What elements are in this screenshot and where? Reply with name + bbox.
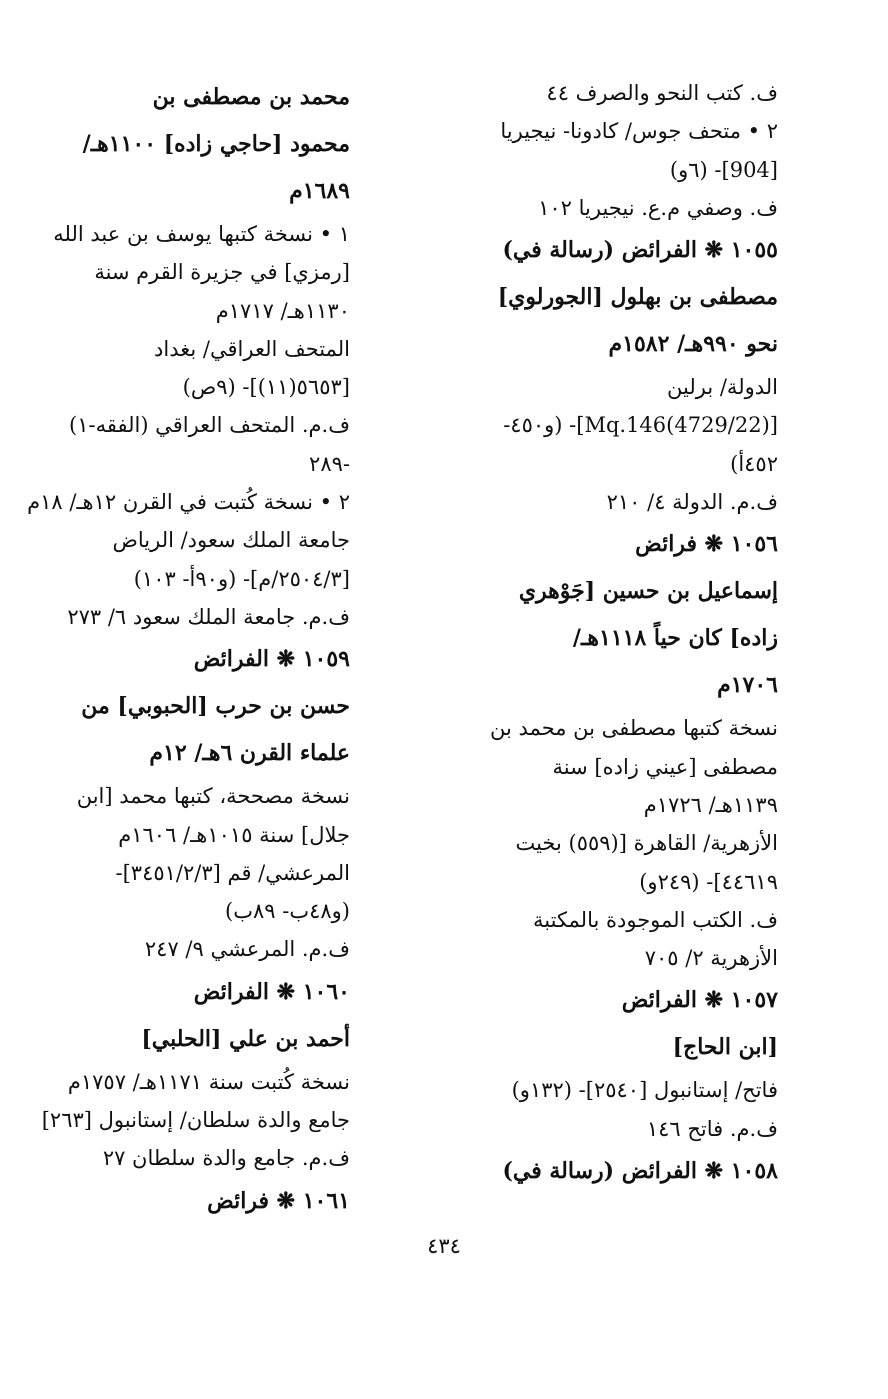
page-number: ٤٣٤ bbox=[427, 1234, 461, 1258]
text-line: -٢٨٩ bbox=[309, 451, 350, 476]
right-column bbox=[438, 74, 778, 1195]
text-line: ٤٤٦١٩]- (٢٤٩و) bbox=[639, 869, 778, 894]
entry-heading-line: ١٦٨٩م bbox=[289, 178, 350, 204]
entry-heading-line: حسن بن حرب [الحبوبي] من bbox=[81, 693, 350, 720]
entry-heading-line: ١٠٥٥ ❋ الفرائض (رسالة في) bbox=[502, 237, 778, 264]
text-line: ٢ • نسخة كُتبت في القرن ١٢هـ/ ١٨م bbox=[27, 490, 350, 515]
text-line: ١ • نسخة كتبها يوسف بن عبد الله bbox=[53, 222, 350, 246]
text-line: نسخة مصححة، كتبها محمد [ابن bbox=[76, 784, 350, 809]
entry-heading-line: ١٠٦٠ ❋ الفرائض bbox=[193, 978, 350, 1005]
text-line: ف. الكتب الموجودة بالمكتبة bbox=[533, 907, 778, 932]
text-line: [٥٦٥٣(١١)]- (٩ص) bbox=[182, 375, 350, 400]
entry-heading-line: ١٠٥٩ ❋ الفرائض bbox=[193, 646, 350, 673]
entry-heading-line: [ابن الحاج] bbox=[672, 1034, 778, 1061]
entry-heading-line: محمود [حاجي زاده] ١١٠٠هـ/ bbox=[82, 131, 350, 157]
entry-heading-line: ١٠٥٨ ❋ الفرائض (رسالة في) bbox=[502, 1158, 778, 1185]
text-line: ١١٣٩هـ/ ١٧٢٦م bbox=[643, 792, 778, 817]
text-line: المرعشي/ قم [٣٤٥١/٢/٣]- bbox=[115, 860, 350, 885]
text-line: (و٤٨ب- ٨٩ب) bbox=[225, 899, 350, 924]
text-line: الدولة/ برلين bbox=[667, 375, 778, 400]
text-line: ف.م. جامع والدة سلطان ٢٧ bbox=[102, 1146, 350, 1171]
text-line: جامع والدة سلطان/ إستانبول [٢٦٣] bbox=[41, 1108, 350, 1133]
text-line: فاتح/ إستانبول [٢٥٤٠]- (١٣٢و) bbox=[511, 1078, 778, 1103]
text-line: ف. وصفي م.ع. نيجيريا ١٠٢ bbox=[538, 195, 778, 220]
text-line: جامعة الملك سعود/ الرياض bbox=[112, 528, 350, 553]
text-line: ف.م. المتحف العراقي (الفقه-١) bbox=[69, 413, 350, 438]
entry-heading-line: مصطفى بن بهلول [الجورلوي] bbox=[497, 284, 778, 311]
text-line: نسخة كتبها مصطفى بن محمد بن bbox=[490, 716, 778, 741]
entry-heading-line: أحمد بن علي [الحلبي] bbox=[141, 1025, 350, 1052]
text-line: ف. كتب النحو والصرف ٤٤ bbox=[546, 81, 778, 105]
entry-heading-line: ١٧٠٦م bbox=[717, 672, 778, 699]
text-line: ف.م. جامعة الملك سعود ٦/ ٢٧٣ bbox=[67, 604, 350, 629]
entry-heading-line: إسماعيل بن حسين [جَوْهري bbox=[518, 578, 778, 605]
text-line: [(4729/22)Mq.146]- (و٤٥٠- bbox=[503, 413, 778, 438]
entry-heading-line: ١٠٥٧ ❋ الفرائض bbox=[621, 987, 778, 1014]
entry-heading-line: نحو ٩٩٠هـ/ ١٥٨٢م bbox=[608, 331, 778, 358]
text-line: الأزهرية ٢/ ٧٠٥ bbox=[644, 946, 778, 971]
text-line: جلال] سنة ١٠١٥هـ/ ١٦٠٦م bbox=[118, 822, 350, 847]
entry-heading-line: زاده] كان حياً ١١١٨هـ/ bbox=[572, 625, 778, 652]
text-line: الأزهرية/ القاهرة [(٥٥٩) بخيت bbox=[515, 831, 778, 856]
text-line: [رمزي] في جزيرة القرم سنة bbox=[94, 260, 350, 285]
text-line: [904]- (٦و) bbox=[669, 157, 778, 182]
text-line: ٤٥٢أ) bbox=[730, 451, 778, 476]
text-line: ٢ • متحف جوس/ كادونا- نيجيريا bbox=[500, 119, 778, 144]
text-line: ١١٣٠هـ/ ١٧١٧م bbox=[215, 298, 350, 323]
entry-heading-line: محمد بن مصطفى بن bbox=[152, 84, 350, 110]
entry-heading-line: ١٠٦١ ❋ فرائض bbox=[207, 1187, 350, 1214]
text-line: المتحف العراقي/ بغداد bbox=[154, 336, 350, 361]
text-line: ف.م. المرعشي ٩/ ٢٤٧ bbox=[144, 937, 350, 962]
entry-heading-line: علماء القرن ٦هـ/ ١٢م bbox=[149, 740, 350, 767]
left-column bbox=[27, 74, 350, 1225]
text-line: مصطفى [عيني زاده] سنة bbox=[552, 754, 778, 779]
text-line: [٢٥٠٤/٣/م]- (و٩٠أ- ١٠٣) bbox=[133, 566, 350, 591]
text-line: ف.م. فاتح ١٤٦ bbox=[646, 1116, 778, 1141]
text-line: ف.م. الدولة ٤/ ٢١٠ bbox=[606, 490, 778, 515]
text-line: نسخة كُتبت سنة ١١٧١هـ/ ١٧٥٧م bbox=[67, 1069, 350, 1094]
entry-heading-line: ١٠٥٦ ❋ فرائض bbox=[635, 531, 778, 558]
